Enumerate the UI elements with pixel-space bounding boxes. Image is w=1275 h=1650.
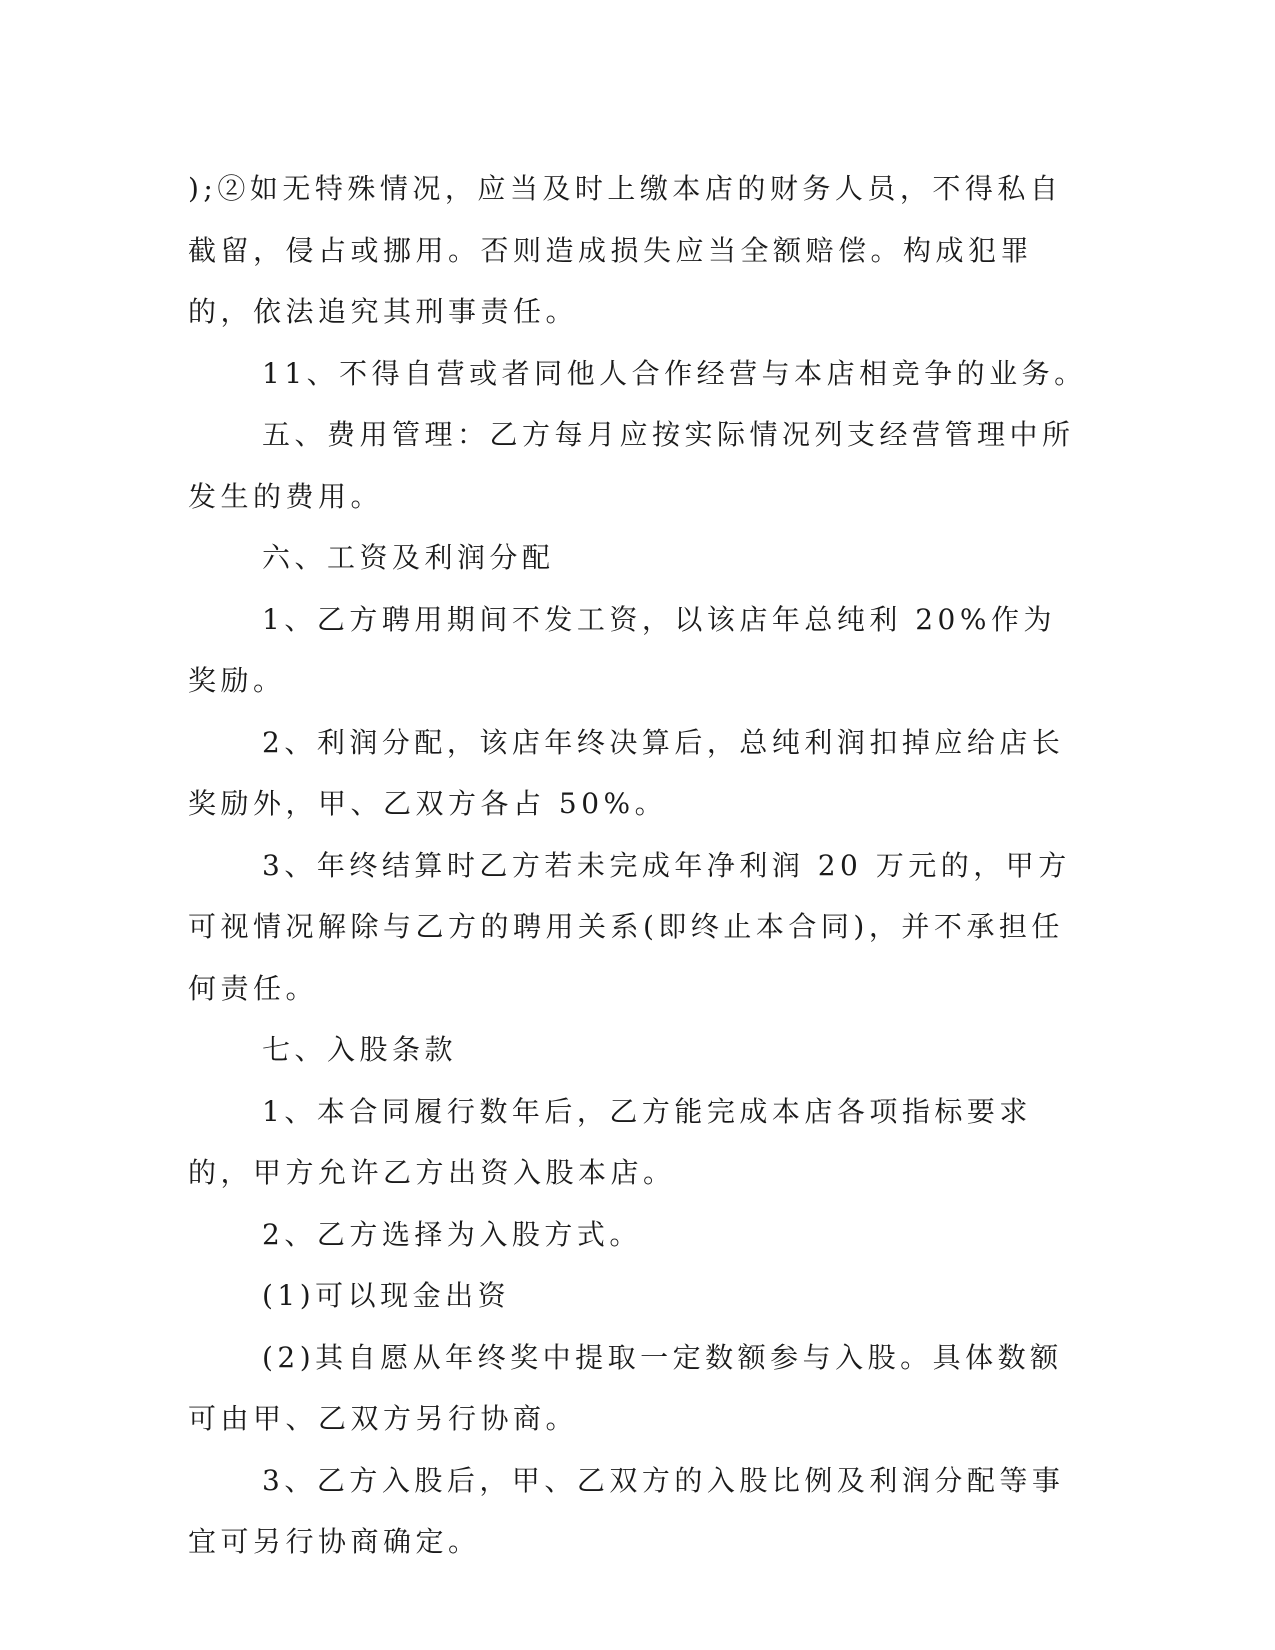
- document-body: [188, 158, 1088, 1573]
- paragraph: 1、本合同履行数年后，乙方能完成本店各项指标要求的，甲方允许乙方出资入股本店。: [188, 1094, 1032, 1189]
- paragraph: (1)可以现金出资: [262, 1279, 511, 1312]
- paragraph: 3、年终结算时乙方若未完成年净利润 20 万元的，甲方可视情况解除与乙方的聘用关系(即终止本合同)，并不承担任何责任。: [188, 848, 1071, 1005]
- paragraph: 1、乙方聘用期间不发工资，以该店年总纯利 20%作为奖励。: [188, 602, 1056, 697]
- section-heading: 七、入股条款: [262, 1033, 458, 1066]
- section-heading: 六、工资及利润分配: [262, 541, 555, 574]
- paragraph: 11、不得自营或者同他人合作经营与本店相竞争的业务。: [262, 356, 1087, 390]
- paragraph: 2、乙方选择为入股方式。: [262, 1217, 642, 1251]
- paragraph: 3、乙方入股后，甲、乙双方的入股比例及利润分配等事宜可另行协商确定。: [188, 1463, 1065, 1558]
- paragraph: 2、利润分配，该店年终决算后，总纯利润扣掉应给店长奖励外，甲、乙双方各占 50%。: [188, 725, 1065, 820]
- paragraph: );②如无特殊情况，应当及时上缴本店的财务人员，不得私自截留，侵占或挪用。否则造成损失应当全额赔偿。构成犯罪的，依法追究其刑事责任。: [188, 172, 1063, 328]
- paragraph: (2)其自愿从年终奖中提取一定数额参与入股。具体数额可由甲、乙双方另行协商。: [188, 1340, 1063, 1435]
- paragraph: 五、费用管理：乙方每月应按实际情况列支经营管理中所发生的费用。: [188, 418, 1075, 513]
